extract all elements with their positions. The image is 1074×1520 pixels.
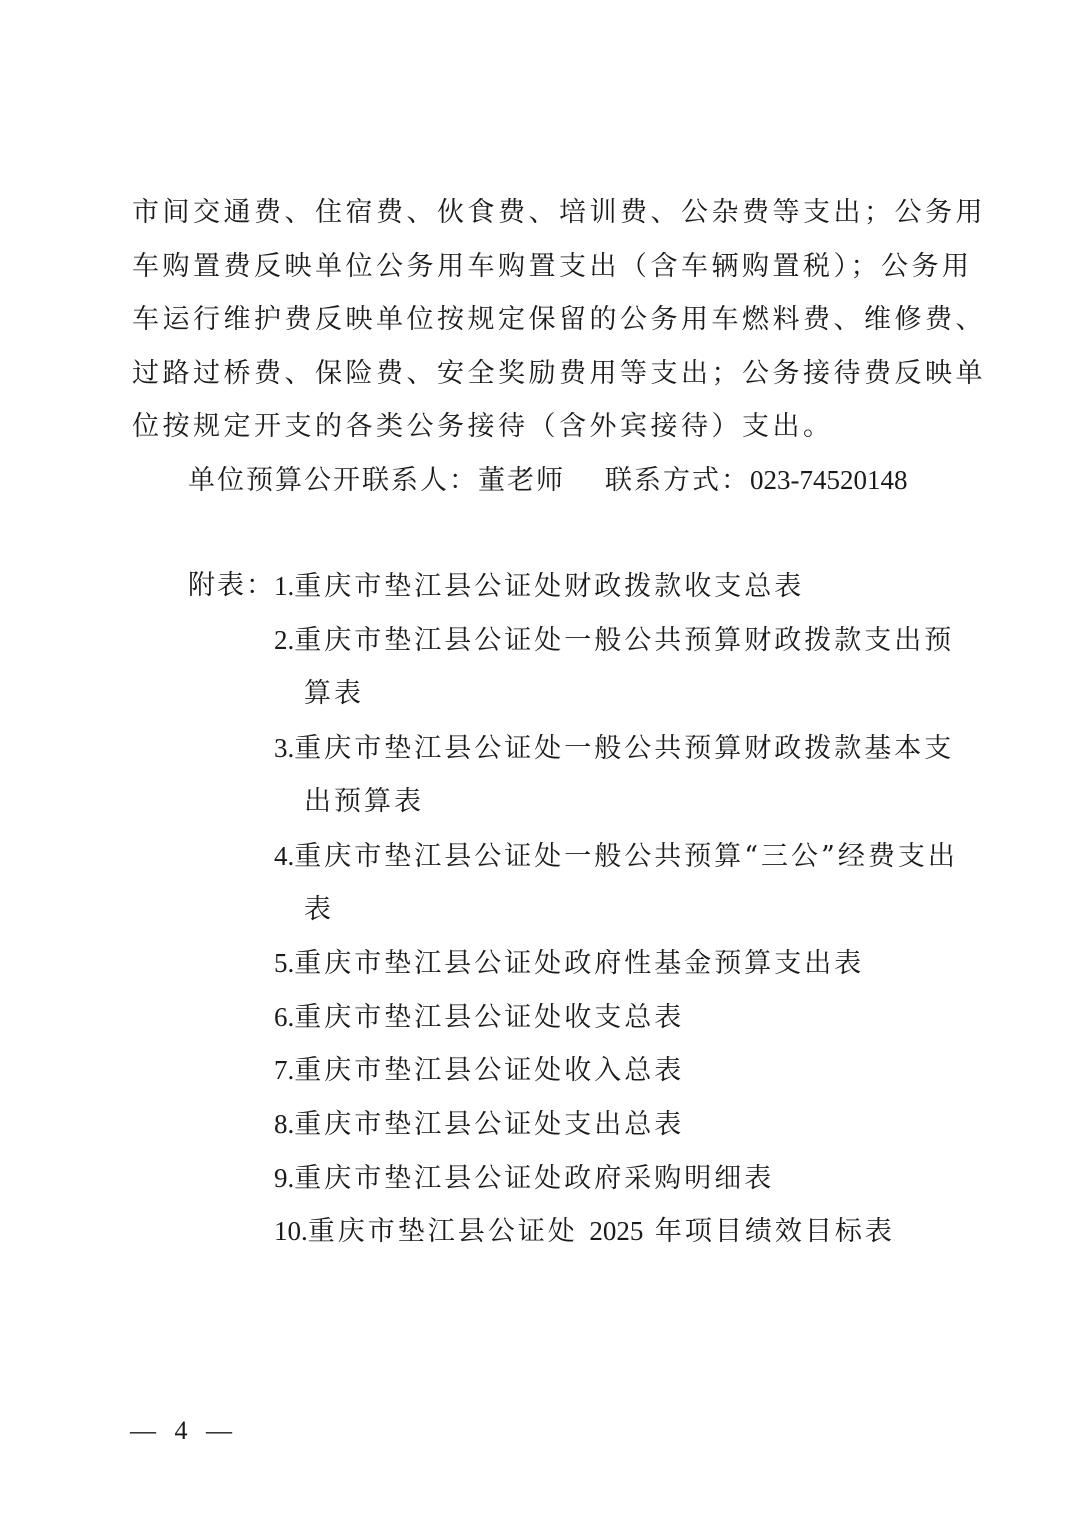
paragraph-line: 车运行维护费反映单位按规定保留的公务用车燃料费、维修费、 [132, 304, 986, 335]
attachment-item: 6.重庆市垫江县公证处收支总表 [274, 1002, 685, 1033]
attachment-item: 4.重庆市垫江县公证处一般公共预算“三公”经费支出 [274, 841, 958, 872]
attachment-item: 2.重庆市垫江县公证处一般公共预算财政拨款支出预 [274, 625, 955, 656]
attachment-item: 3.重庆市垫江县公证处一般公共预算财政拨款基本支 [274, 733, 955, 764]
paragraph-line: 市间交通费、住宿费、伙食费、培训费、公杂费等支出；公务用 [132, 197, 986, 228]
contact-phone: 023-74520148 [750, 465, 908, 495]
paragraph-line: 位按规定开支的各类公务接待（含外宾接待）支出。 [132, 411, 834, 442]
attachment-item: 7.重庆市垫江县公证处收入总表 [274, 1055, 685, 1086]
attachment-item: 10.重庆市垫江县公证处 2025 年项目绩效目标表 [274, 1216, 895, 1247]
attachment-item-continuation: 表 [304, 894, 334, 925]
attachment-item: 9.重庆市垫江县公证处政府采购明细表 [274, 1163, 775, 1194]
contact-line [188, 462, 908, 499]
attachment-item: 5.重庆市垫江县公证处政府性基金预算支出表 [274, 948, 865, 979]
attachment-item: 1.重庆市垫江县公证处财政拨款收支总表 [274, 571, 805, 602]
attachment-item-continuation: 出预算表 [304, 786, 424, 817]
contact-person: 单位预算公开联系人：董老师 [188, 465, 565, 496]
page-number: — 4 — [130, 1416, 238, 1445]
paragraph-line: 车购置费反映单位公务用车购置支出（含车辆购置税）；公务用 [132, 251, 973, 282]
contact-phone-label: 联系方式： [605, 465, 750, 496]
attachments-prefix: 附表： [188, 570, 275, 601]
attachment-item-continuation: 算表 [304, 678, 364, 709]
attachment-item: 8.重庆市垫江县公证处支出总表 [274, 1109, 685, 1140]
paragraph-line: 过路过桥费、保险费、安全奖励费用等支出；公务接待费反映单 [132, 358, 986, 389]
